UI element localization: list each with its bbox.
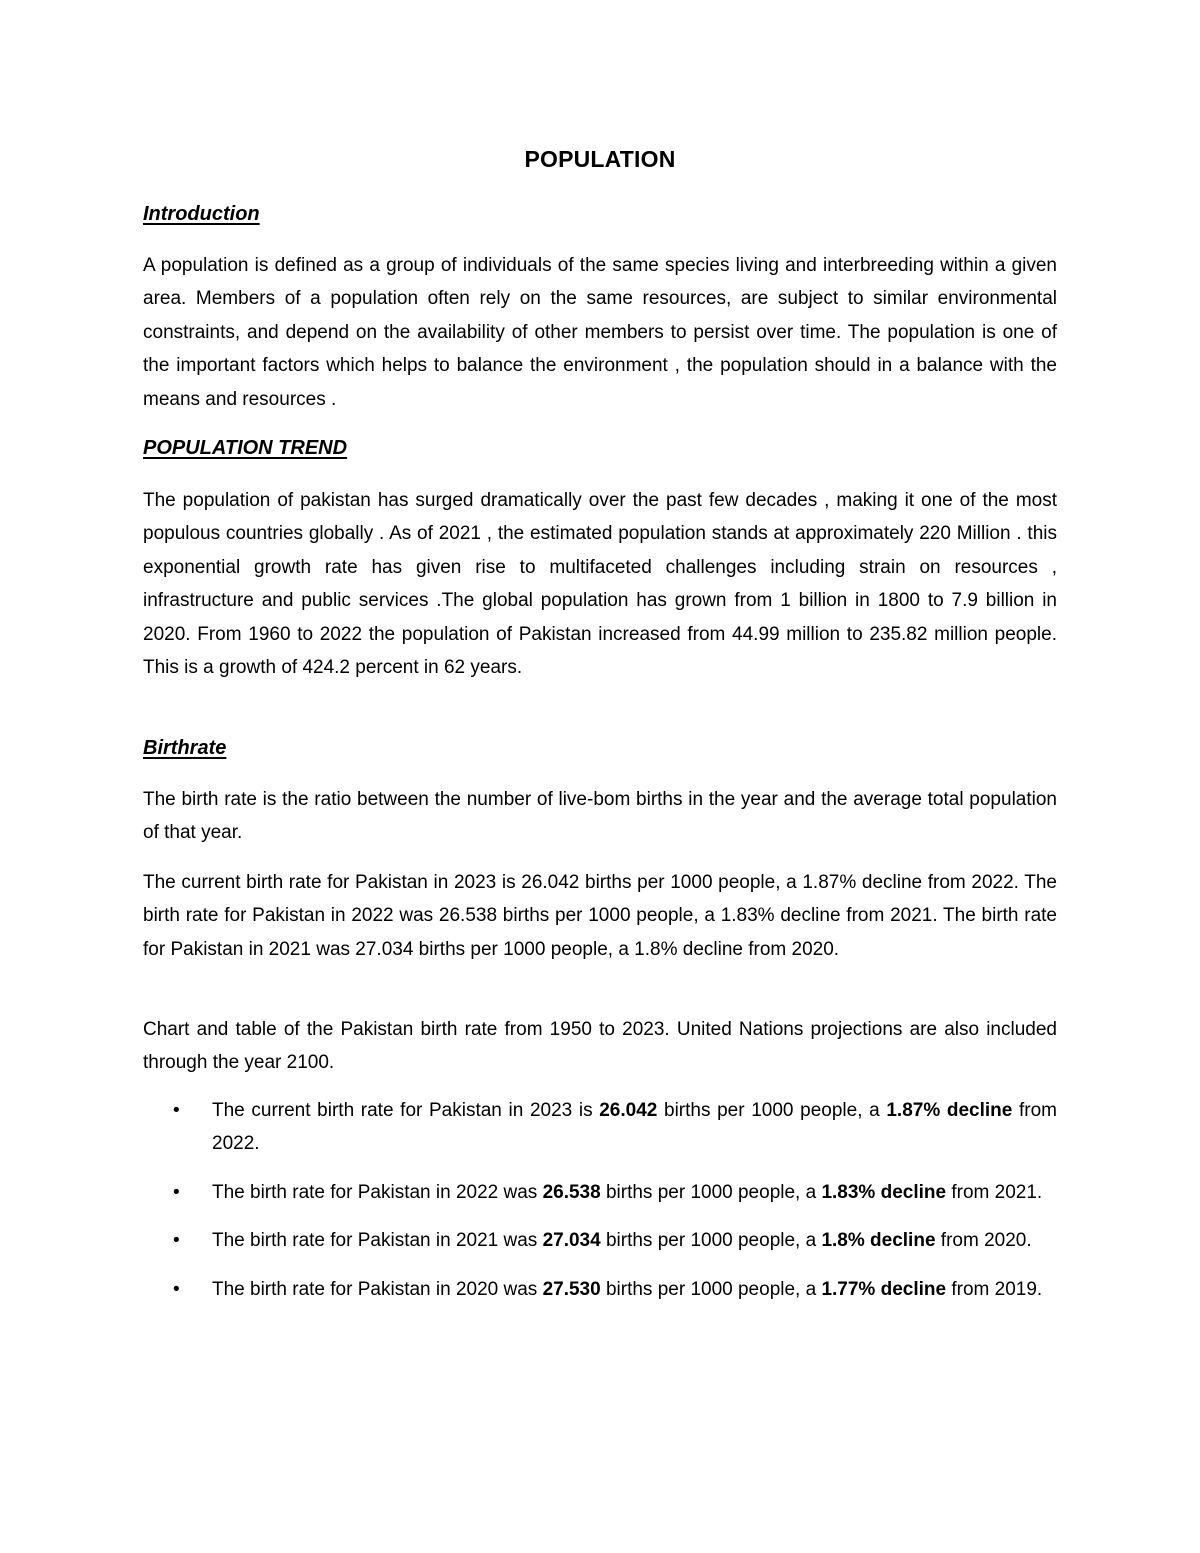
bullet-decline: 1.77% decline [821, 1278, 947, 1300]
birthrate-bullet-list [143, 1094, 1057, 1321]
bullet-icon: • [173, 1230, 180, 1252]
birthrate-heading: Birthrate [143, 737, 227, 759]
bullet-decline: 1.8% decline [821, 1230, 936, 1252]
bullet-text: births per 1000 people, a [600, 1278, 822, 1300]
page-title: POPULATION [524, 146, 676, 172]
bullet-text: from 2021. [946, 1181, 1043, 1203]
introduction-heading: Introduction [143, 203, 260, 225]
list-item [143, 1176, 1057, 1209]
birthrate-definition-paragraph: The birth rate is the ratio between the number of live-bom births in the year and the average total population of that year. [143, 789, 1057, 844]
bullet-rate: 27.034 [542, 1230, 601, 1252]
chart-note-paragraph: Chart and table of the Pakistan birth rate from 1950 to 2023. United Nations projections are also included through the year 2100. [143, 1019, 1057, 1074]
bullet-icon: • [173, 1100, 180, 1121]
population-trend-paragraph: The population of pakistan has surged dramatically over the past few decades , making it one of the most populous countries globally . As of 2021 , the estimated population stands at approximately 220 Million . this exponential growth rate has given rise to multifaceted challenges including strain on resources , infrastructure and public services .The global population has grown from 1 billion in 1800 to 7.9 billion in 2020. From 1960 to 2022 the population of Pakistan increased from 44.99 million to 235.82 million people. This is a growth of 424.2 percent in 62 years. [143, 490, 1057, 679]
bullet-icon: • [173, 1278, 180, 1300]
introduction-paragraph: A population is defined as a group of individuals of the same species living and interbreeding within a given area. Members of a population often rely on the same resources, are subject to similar environmental constraints, and depend on the availability of other members to persist over time. The population is one of the important factors which helps to balance the environment , the population should in a balance with the means and resources . [143, 255, 1057, 410]
bullet-text: births per 1000 people, a [600, 1181, 822, 1203]
bullet-text: from 2022. [212, 1100, 1057, 1155]
bullet-text: births per 1000 people, a [600, 1230, 822, 1252]
bullet-text: The birth rate for Pakistan in 2020 was [212, 1278, 543, 1300]
bullet-text: The birth rate for Pakistan in 2022 was [212, 1181, 543, 1203]
bullet-decline: 1.83% decline [821, 1181, 947, 1203]
bullet-rate: 27.530 [542, 1278, 601, 1300]
bullet-decline: 1.87% decline [886, 1100, 1013, 1121]
birthrate-current-paragraph: The current birth rate for Pakistan in 2023 is 26.042 births per 1000 people, a 1.87% decline from 2022. The birth rate for Pakistan in 2022 was 26.538 births per 1000 people, a 1.83% decline from 2021. The birth rate for Pakistan in 2021 was 27.034 births per 1000 people, a 1.8% decline from 2020. [143, 872, 1057, 960]
list-item [143, 1094, 1057, 1161]
population-trend-heading: POPULATION TREND [143, 437, 348, 459]
bullet-text: from 2020. [935, 1230, 1032, 1252]
bullet-text: The birth rate for Pakistan in 2021 was [212, 1230, 543, 1252]
list-item [143, 1273, 1057, 1306]
bullet-rate: 26.538 [542, 1181, 601, 1203]
bullet-text: births per 1000 people, a [657, 1100, 887, 1121]
list-item [143, 1224, 1057, 1257]
bullet-rate: 26.042 [599, 1100, 658, 1121]
bullet-icon: • [173, 1181, 180, 1203]
bullet-text: from 2019. [946, 1278, 1043, 1300]
bullet-text: The current birth rate for Pakistan in 2023 is [212, 1100, 600, 1121]
